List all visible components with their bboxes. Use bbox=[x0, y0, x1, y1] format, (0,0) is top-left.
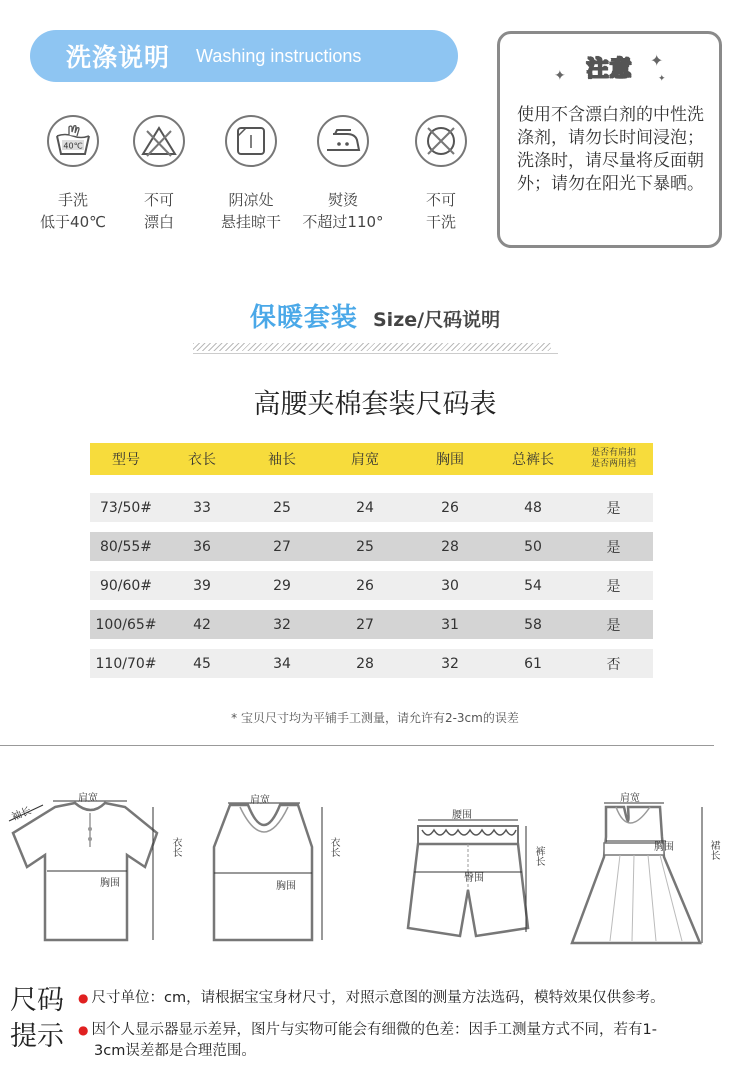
wash-item-iron bbox=[295, 115, 391, 233]
table-cell: 90/60# bbox=[99, 577, 153, 594]
table-cell: 80/55# bbox=[99, 538, 153, 555]
table-cell: 110/70# bbox=[95, 655, 157, 672]
label-sleeve: 袖长 bbox=[10, 805, 34, 824]
wash-label-2: 不超过110° bbox=[302, 213, 384, 231]
notice-box bbox=[497, 31, 722, 248]
label-length: 裙长 bbox=[708, 840, 719, 860]
drip-dry-shade-icon bbox=[225, 115, 277, 167]
table-cell: 36 bbox=[193, 538, 211, 555]
divider bbox=[0, 745, 714, 746]
table-cell: 是 bbox=[606, 539, 621, 556]
iron-110-icon bbox=[317, 115, 369, 167]
tip-text: 尺寸单位：cm，请根据宝宝身材尺寸，对照示意图的测量方法选码，模特效果仅供参考。 bbox=[91, 990, 665, 1006]
wash-label-2: 漂白 bbox=[143, 213, 174, 231]
table-cell: 39 bbox=[193, 577, 211, 594]
wash-label-1: 不可 bbox=[143, 191, 174, 209]
wash-item-no-bleach bbox=[111, 115, 207, 233]
shorts-diagram bbox=[398, 800, 558, 950]
bullet-icon: ● bbox=[78, 991, 89, 1005]
tip-text-cont: 3cm误差都是合理范围。 bbox=[94, 1043, 256, 1059]
notice-title: 注意 bbox=[586, 57, 633, 82]
table-cell: 32 bbox=[273, 616, 291, 633]
bullet-icon: ● bbox=[78, 1023, 89, 1037]
label-chest: 胸围 bbox=[654, 842, 674, 853]
table-title: 高腰夹棉套装尺码表 bbox=[253, 389, 497, 420]
table-cell: 26 bbox=[356, 577, 374, 594]
wash-label-1: 熨烫 bbox=[327, 191, 358, 209]
table-cell: 否 bbox=[606, 656, 621, 673]
wash-label-1: 不可 bbox=[425, 191, 456, 209]
wash-label-2: 悬挂晾干 bbox=[220, 213, 281, 231]
sparkle-icon: ✦ bbox=[650, 51, 664, 70]
tips-heading-line1: 尺码 bbox=[10, 985, 64, 1016]
table-header bbox=[90, 443, 653, 475]
table-row bbox=[90, 649, 653, 678]
divider bbox=[193, 353, 558, 354]
label-hip: 臀围 bbox=[464, 873, 484, 884]
table-cell: 61 bbox=[524, 655, 542, 672]
table-cell: 24 bbox=[356, 499, 374, 516]
tip-item-1 bbox=[78, 988, 738, 1009]
table-cell: 58 bbox=[524, 616, 542, 633]
table-cell: 27 bbox=[356, 616, 374, 633]
wash-label-2: 低于40℃ bbox=[40, 213, 106, 231]
table-cell: 29 bbox=[273, 577, 291, 594]
wash-item-drip-dry bbox=[203, 115, 299, 233]
measurement-note: * 宝贝尺寸均为平铺手工测量，请允许有2-3cm的误差 bbox=[231, 711, 519, 725]
table-cell: 是 bbox=[606, 578, 621, 595]
sparkle-icon: ✦ bbox=[554, 68, 566, 84]
tshirt-illustration bbox=[5, 785, 195, 950]
wash-item-handwash bbox=[25, 115, 121, 233]
handwash-badge: 40℃ bbox=[63, 141, 83, 151]
size-section-title bbox=[0, 297, 750, 334]
size-title-cn: 保暖套装 bbox=[249, 303, 358, 333]
table-cell: 是 bbox=[606, 500, 621, 517]
wash-item-no-dry-clean bbox=[393, 115, 489, 233]
header-cell: 衣长 bbox=[188, 452, 216, 468]
label-shoulder: 肩宽 bbox=[78, 793, 98, 804]
header-cell: 型号 bbox=[112, 452, 140, 468]
label-shoulder: 肩宽 bbox=[250, 795, 270, 806]
label-chest: 胸围 bbox=[276, 881, 296, 892]
table-cell: 34 bbox=[273, 655, 291, 672]
table-row bbox=[90, 571, 653, 600]
table-cell: 45 bbox=[193, 655, 211, 672]
wash-label-1: 阴凉处 bbox=[228, 191, 274, 209]
table-row bbox=[90, 532, 653, 561]
table-cell: 28 bbox=[441, 538, 459, 555]
header-cell: 肩宽 bbox=[351, 452, 379, 468]
size-title-en: Size/尺码说明 bbox=[373, 309, 501, 331]
table-cell: 25 bbox=[273, 499, 291, 516]
size-table bbox=[90, 443, 653, 678]
header-cell: 总裤长 bbox=[512, 452, 554, 468]
table-cell: 是 bbox=[606, 617, 621, 634]
table-cell: 32 bbox=[441, 655, 459, 672]
label-shoulder: 肩宽 bbox=[620, 793, 640, 804]
header-cell: 袖长 bbox=[268, 452, 296, 468]
table-row bbox=[90, 610, 653, 639]
washing-icons-row bbox=[25, 115, 485, 245]
decorative-hatch bbox=[193, 343, 551, 351]
vest-illustration bbox=[200, 785, 350, 950]
header-cell: 胸围 bbox=[436, 452, 464, 468]
label-length: 裤长 bbox=[533, 846, 544, 866]
notice-body: 使用不含漂白剂的中性洗涤剂，请勿长时间浸泡；洗涤时，请尽量将反面朝外；请勿在阳光下暴晒。 bbox=[517, 105, 704, 194]
table-cell: 33 bbox=[193, 499, 211, 516]
table-cell: 50 bbox=[524, 538, 542, 555]
washing-title-en: Washing instructions bbox=[196, 45, 362, 66]
table-cell: 28 bbox=[356, 655, 374, 672]
tshirt-diagram bbox=[5, 785, 195, 950]
tips-heading bbox=[10, 983, 64, 1055]
table-cell: 48 bbox=[524, 499, 542, 516]
label-length: 衣长 bbox=[170, 837, 181, 857]
table-cell: 27 bbox=[273, 538, 291, 555]
label-length: 衣长 bbox=[328, 837, 339, 857]
label-waist: 腰围 bbox=[452, 810, 472, 821]
tips-heading-line2: 提示 bbox=[10, 1021, 64, 1052]
handwash-40-icon bbox=[47, 115, 99, 167]
table-cell: 42 bbox=[193, 616, 211, 633]
table-cell: 25 bbox=[356, 538, 374, 555]
sparkle-icon: ✦ bbox=[658, 74, 666, 84]
no-dry-clean-icon bbox=[415, 115, 467, 167]
header-cell: 是否有肩扣 是否两用裆 bbox=[590, 448, 636, 469]
wash-label-2: 干洗 bbox=[425, 213, 456, 231]
no-bleach-icon bbox=[133, 115, 185, 167]
table-cell: 73/50# bbox=[99, 499, 153, 516]
label-chest: 胸围 bbox=[100, 878, 120, 889]
wash-label-1: 手洗 bbox=[57, 191, 88, 209]
washing-banner bbox=[30, 30, 458, 82]
table-cell: 54 bbox=[524, 577, 542, 594]
tip-text: 因个人显示器显示差异，图片与实物可能会有细微的色差：因手工测量方式不同，若有1- bbox=[91, 1022, 657, 1038]
vest-diagram bbox=[200, 785, 350, 950]
table-cell: 100/65# bbox=[95, 616, 157, 633]
table-cell: 26 bbox=[441, 499, 459, 516]
table-cell: 31 bbox=[441, 616, 459, 633]
tip-item-2 bbox=[78, 1020, 738, 1062]
washing-title-cn: 洗涤说明 bbox=[66, 43, 171, 72]
table-row bbox=[90, 493, 653, 522]
dress-diagram bbox=[570, 785, 745, 950]
dress-illustration bbox=[570, 785, 745, 950]
table-cell: 30 bbox=[441, 577, 459, 594]
